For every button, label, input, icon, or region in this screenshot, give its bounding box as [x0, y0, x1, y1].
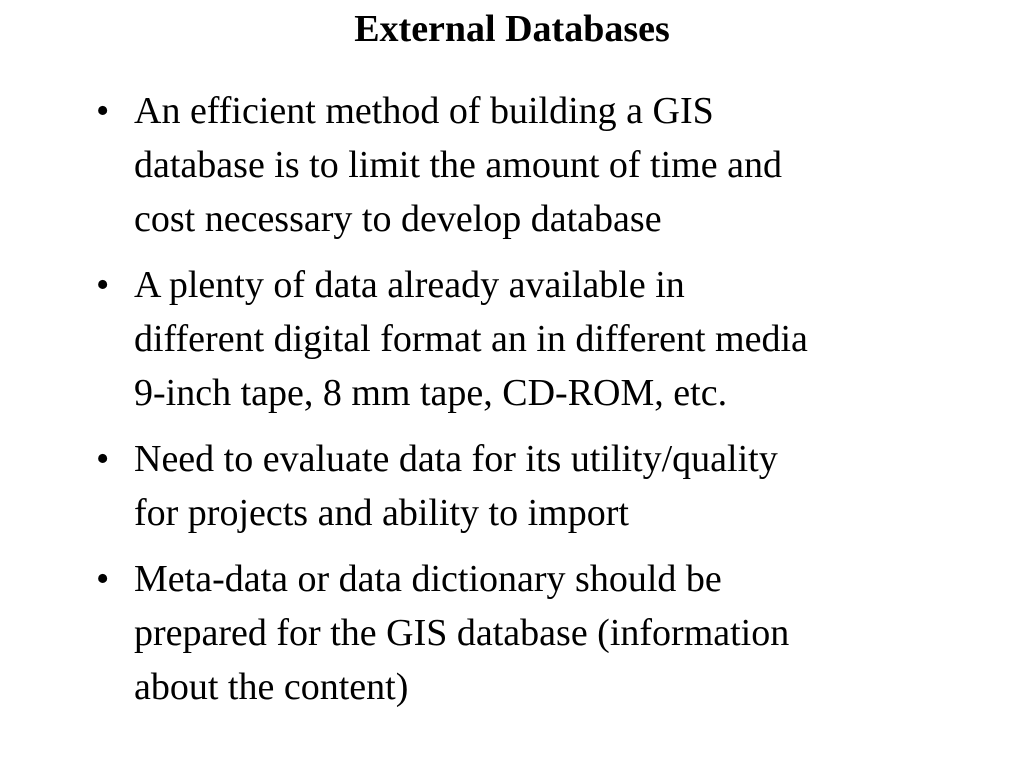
bullet-icon: • — [96, 558, 110, 600]
bullet-line: database is to limit the amount of time and — [134, 144, 782, 186]
bullet-line: cost necessary to develop database — [134, 198, 662, 240]
slide-title: External Databases — [354, 8, 670, 50]
bullet-item — [96, 84, 976, 246]
bullet-line: Meta-data or data dictionary should be — [134, 558, 722, 600]
bullet-line: about the content) — [134, 666, 409, 708]
bullet-line: prepared for the GIS database (information — [134, 612, 790, 654]
bullet-line: A plenty of data already available in — [134, 264, 685, 306]
bullet-icon: • — [96, 438, 110, 480]
bullet-icon: • — [96, 264, 110, 306]
bullet-line: for projects and ability to import — [134, 492, 629, 534]
bullet-item — [96, 258, 976, 420]
bullet-line: 9-inch tape, 8 mm tape, CD-ROM, etc. — [134, 372, 728, 414]
bullet-line: Need to evaluate data for its utility/quality — [134, 438, 778, 480]
bullet-line: different digital format an in different media — [134, 318, 808, 360]
bullet-icon: • — [96, 90, 110, 132]
bullet-item — [96, 432, 976, 540]
bullet-item — [96, 552, 976, 714]
bullet-list — [96, 84, 976, 726]
bullet-line: An efficient method of building a GIS — [134, 90, 714, 132]
